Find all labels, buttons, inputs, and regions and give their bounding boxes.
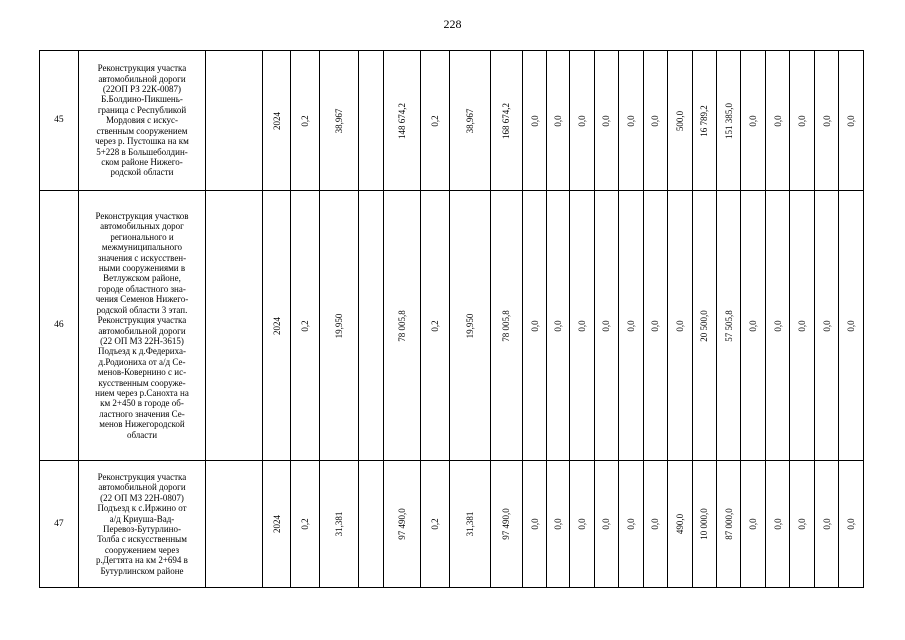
value-cell xyxy=(643,191,667,461)
value-cell xyxy=(668,191,692,461)
value-text: 0,0 xyxy=(845,319,856,332)
value-cell xyxy=(320,51,359,191)
value-cell xyxy=(383,51,421,191)
description-line: области xyxy=(126,429,158,440)
description-line: межмуниципального xyxy=(101,242,183,253)
description-line: Реконструкция участка xyxy=(97,315,187,326)
value-text: 0,0 xyxy=(552,114,563,127)
projects-table xyxy=(39,50,864,588)
value-cell xyxy=(449,51,490,191)
value-text: 97 490,0 xyxy=(396,508,407,540)
value-text: 0,0 xyxy=(821,518,832,530)
value-cell xyxy=(668,51,692,191)
value-text: 0,0 xyxy=(601,114,612,127)
value-cell xyxy=(263,51,291,191)
value-text: 0,0 xyxy=(674,319,685,332)
value-cell xyxy=(490,461,523,588)
description-line: ственным сооружением xyxy=(96,125,188,136)
table-row xyxy=(40,51,864,191)
value-text: 78 005,8 xyxy=(501,309,512,342)
value-cell xyxy=(814,461,838,588)
value-text: 0,0 xyxy=(821,114,832,127)
value-text: 38,967 xyxy=(464,108,475,133)
description-line: ластного значения Се- xyxy=(99,408,185,419)
value-cell xyxy=(421,191,450,461)
value-text: 0,0 xyxy=(650,114,661,127)
value-text: 0,2 xyxy=(299,319,310,332)
row-number: 45 xyxy=(40,51,79,191)
value-cell xyxy=(570,51,594,191)
value-text: 0,0 xyxy=(796,518,807,530)
value-cell xyxy=(668,461,692,588)
value-cell xyxy=(765,191,789,461)
description-line: Перевоз-Бутурлино- xyxy=(102,524,181,534)
description-line: автомобильной дороги xyxy=(98,482,186,493)
description-line: р.Дегтята на км 2+694 в xyxy=(96,555,188,566)
value-text: 0,0 xyxy=(772,114,783,127)
description-line: кусственным сооруже- xyxy=(98,377,186,388)
value-text: 0,0 xyxy=(601,319,612,332)
description-line: Подъезд к с.Иржино от xyxy=(97,503,187,514)
value-cell xyxy=(421,461,450,588)
value-cell xyxy=(814,191,838,461)
description-line: регионального и xyxy=(110,231,174,242)
row-number: 47 xyxy=(40,461,79,588)
value-text: 78 005,8 xyxy=(396,309,407,342)
description-line: (22ОП РЗ 22К-0087) xyxy=(102,84,182,95)
value-text: 20 500,0 xyxy=(699,309,710,342)
value-text: 0,0 xyxy=(552,319,563,332)
value-cell xyxy=(790,191,814,461)
value-cell xyxy=(717,461,741,588)
description-line: значения с искусствен- xyxy=(97,252,187,263)
value-cell xyxy=(383,461,421,588)
value-text: 0,0 xyxy=(529,114,540,127)
value-text: 0,2 xyxy=(299,114,310,127)
value-cell xyxy=(692,51,716,191)
value-cell xyxy=(594,51,618,191)
description-line: д.Родиониха от а/д Се- xyxy=(98,356,186,367)
value-text: 0,2 xyxy=(429,518,440,530)
value-text: 0,0 xyxy=(625,114,636,127)
value-cell xyxy=(523,51,546,191)
value-cell xyxy=(619,51,643,191)
value-cell xyxy=(839,51,864,191)
description-line: 5+228 в Большеболдин- xyxy=(96,146,188,157)
value-cell xyxy=(206,191,263,461)
description-line: родской области xyxy=(110,167,174,178)
value-text: 0,0 xyxy=(845,518,856,530)
description-line: автомобильной дороги xyxy=(98,73,186,84)
project-description xyxy=(78,461,205,588)
table-row xyxy=(40,191,864,461)
value-text: 0,0 xyxy=(650,319,661,332)
value-text: 0,0 xyxy=(845,114,856,127)
value-cell xyxy=(643,461,667,588)
value-text: 19,950 xyxy=(464,313,475,338)
value-text: 2024 xyxy=(271,316,282,335)
description-line: (22 ОП МЗ 22Н-3615) xyxy=(100,335,184,346)
description-line: Мордовия с искус- xyxy=(105,115,178,126)
description-line: родской области 3 этап. xyxy=(96,304,188,315)
value-cell xyxy=(263,461,291,588)
value-cell xyxy=(790,461,814,588)
value-cell xyxy=(717,191,741,461)
value-text: 0,0 xyxy=(650,518,661,530)
value-cell xyxy=(546,51,569,191)
value-cell xyxy=(619,461,643,588)
value-text: 0,0 xyxy=(552,518,563,530)
value-cell xyxy=(523,461,546,588)
value-text: 38,967 xyxy=(334,108,345,133)
value-text: 0,0 xyxy=(625,319,636,332)
value-text: 0,0 xyxy=(796,319,807,332)
value-text: 0,0 xyxy=(529,518,540,530)
value-cell xyxy=(643,51,667,191)
value-cell xyxy=(320,191,359,461)
row-number: 46 xyxy=(40,191,79,461)
value-cell xyxy=(383,191,421,461)
value-text: 87 000,0 xyxy=(723,508,734,540)
value-cell xyxy=(692,461,716,588)
description-line: Реконструкция участка xyxy=(97,63,187,74)
description-line: км 2+450 в городе об- xyxy=(100,398,184,409)
value-cell xyxy=(619,191,643,461)
description-line: ными сооружениями в xyxy=(98,263,186,274)
value-text: 490,0 xyxy=(674,513,685,535)
value-text: 0,0 xyxy=(601,518,612,530)
value-cell xyxy=(741,51,765,191)
value-cell xyxy=(206,461,263,588)
value-text: 16 789,2 xyxy=(699,104,710,137)
value-cell xyxy=(594,461,618,588)
value-text: 0,0 xyxy=(772,518,783,530)
description-line: автомобильной дороги xyxy=(98,325,186,336)
value-text: 31,381 xyxy=(334,511,345,537)
value-cell xyxy=(839,191,864,461)
value-text: 0,0 xyxy=(748,518,759,530)
value-text: 2024 xyxy=(271,111,282,130)
value-cell xyxy=(570,461,594,588)
value-text: 2024 xyxy=(271,515,282,533)
value-text: 0,0 xyxy=(772,319,783,332)
value-cell xyxy=(546,461,569,588)
value-text: 97 490,0 xyxy=(501,508,512,540)
description-line: граница с Республикой xyxy=(97,104,187,115)
value-cell xyxy=(449,461,490,588)
value-text: 0,0 xyxy=(748,114,759,127)
value-cell xyxy=(490,51,523,191)
value-text: 0,2 xyxy=(429,114,440,127)
value-text: 0,0 xyxy=(821,319,832,332)
value-cell xyxy=(421,51,450,191)
value-cell xyxy=(523,191,546,461)
value-cell xyxy=(570,191,594,461)
value-cell xyxy=(765,461,789,588)
value-text: 0,0 xyxy=(576,114,587,127)
value-text: 0,0 xyxy=(625,518,636,530)
description-line: Реконструкция участка xyxy=(97,471,187,482)
value-text: 148 674,2 xyxy=(396,102,407,139)
value-cell xyxy=(765,51,789,191)
value-cell xyxy=(692,191,716,461)
value-cell xyxy=(717,51,741,191)
description-line: Реконструкция участков xyxy=(95,211,189,222)
description-line: Бутурлинском районе xyxy=(100,565,184,576)
value-cell xyxy=(790,51,814,191)
value-text: 0,0 xyxy=(576,518,587,530)
description-line: Подъезд к д.Федериха- xyxy=(97,346,186,357)
value-text: 0,0 xyxy=(748,319,759,332)
value-text: 0,2 xyxy=(299,518,310,530)
value-cell xyxy=(290,461,320,588)
value-cell xyxy=(741,191,765,461)
description-line: а/д Криуша-Вад- xyxy=(109,513,175,524)
table-row xyxy=(40,461,864,588)
value-cell xyxy=(206,51,263,191)
value-text: 168 674,2 xyxy=(501,102,512,139)
description-line: автомобильных дорог xyxy=(100,221,184,232)
value-cell xyxy=(359,191,383,461)
value-cell xyxy=(741,461,765,588)
description-line: городе областного зна- xyxy=(98,283,186,294)
project-description xyxy=(78,191,205,461)
value-text: 500,0 xyxy=(674,110,685,131)
description-line: через р. Пустошка на км xyxy=(95,136,189,147)
value-text: 151 385,0 xyxy=(723,102,734,139)
value-cell xyxy=(449,191,490,461)
description-line: сооружением через xyxy=(104,544,180,555)
value-text: 31,381 xyxy=(464,511,475,537)
page-number: 228 xyxy=(443,17,462,31)
description-line: менов-Ковернино с ис- xyxy=(97,367,187,378)
value-cell xyxy=(359,51,383,191)
value-cell xyxy=(290,191,320,461)
value-text: 10 000,0 xyxy=(699,508,710,540)
value-cell xyxy=(359,461,383,588)
value-cell xyxy=(546,191,569,461)
value-cell xyxy=(320,461,359,588)
value-text: 57 505,8 xyxy=(723,309,734,342)
value-text: 0,0 xyxy=(576,319,587,332)
description-line: менов Нижегородской xyxy=(99,419,185,430)
description-line: чения Семенов Нижего- xyxy=(95,294,189,305)
value-text: 0,0 xyxy=(796,114,807,127)
value-cell xyxy=(263,191,291,461)
description-line: Толба с искусственным xyxy=(97,534,187,545)
value-cell xyxy=(839,461,864,588)
description-line: нием через р.Санохта на xyxy=(95,387,189,398)
value-text: 19,950 xyxy=(334,313,345,338)
description-line: Ветлужском районе, xyxy=(103,273,181,284)
description-line: Б.Болдино-Пикшень- xyxy=(101,94,183,105)
value-cell xyxy=(290,51,320,191)
value-cell xyxy=(814,51,838,191)
value-text: 0,2 xyxy=(429,319,440,332)
project-description xyxy=(78,51,205,191)
value-cell xyxy=(490,191,523,461)
value-text: 0,0 xyxy=(529,319,540,332)
description-line: (22 ОП МЗ 22Н-0807) xyxy=(100,492,184,503)
description-line: ском районе Нижего- xyxy=(101,156,183,167)
value-cell xyxy=(594,191,618,461)
